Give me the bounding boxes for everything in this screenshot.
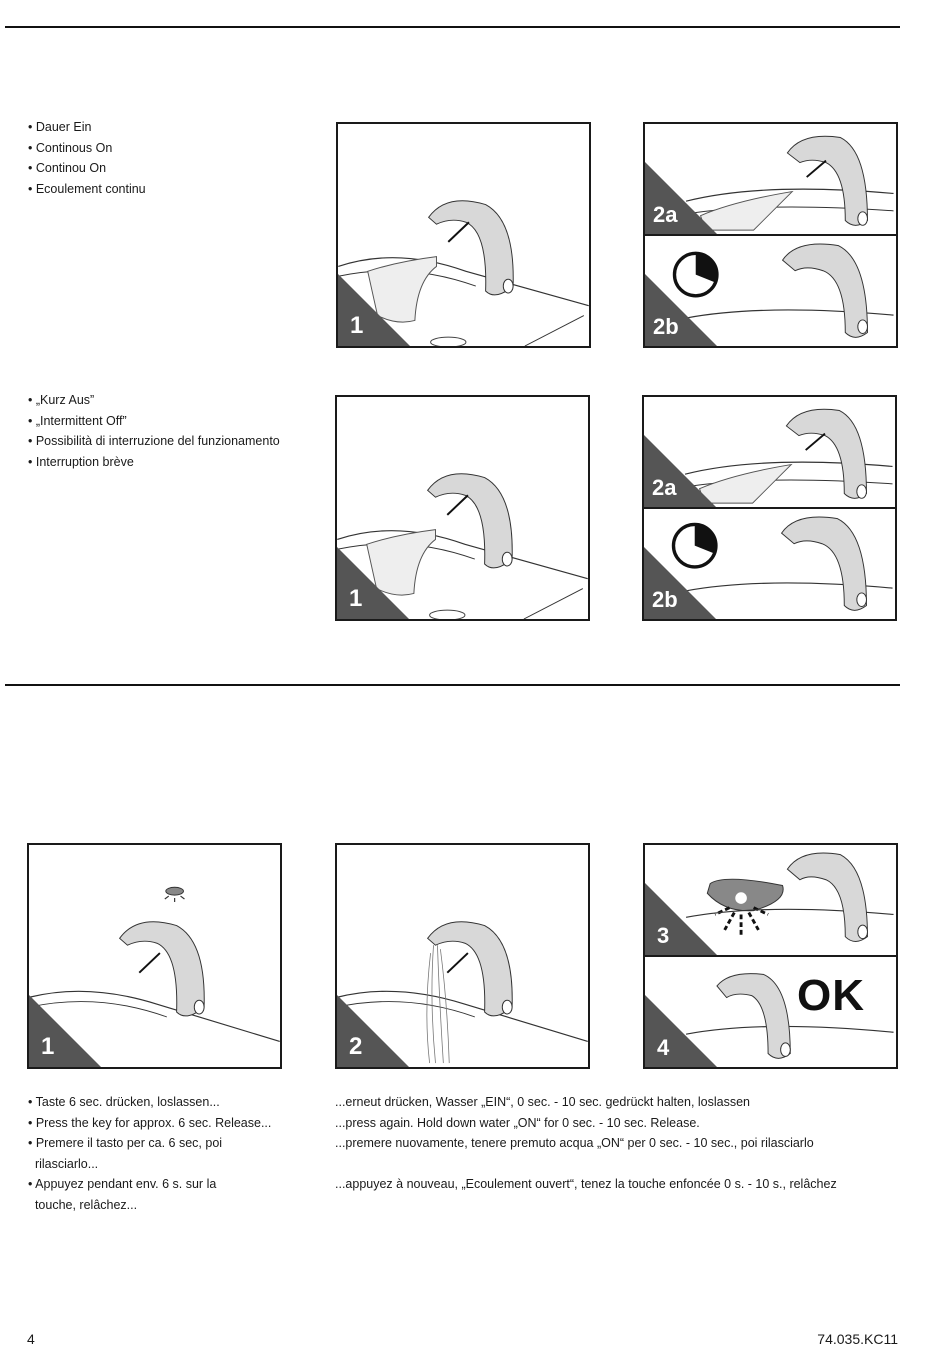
ok-label: OK (797, 971, 865, 1020)
instruction-en: ...press again. Hold down water „ON“ for 0 sec. - 10 sec. Release. (335, 1115, 700, 1130)
step-corner-triangle (338, 274, 410, 346)
illustration-press-key-6-sec (27, 843, 282, 1069)
instruction-fr: • Appuyez pendant env. 6 s. sur la (28, 1177, 217, 1191)
bullet-it: • Continou On (28, 161, 107, 175)
instruction-spacer (335, 1154, 837, 1175)
step-corner-triangle (337, 995, 409, 1067)
step-label: 2 (349, 1033, 363, 1060)
step-label: 4 (657, 1035, 670, 1060)
bullet-fr: • Ecoulement continu (28, 181, 146, 196)
instruction-fr: ...appuyez à nouveau, „Ecoulement ouvert“, tenez la touche enfoncée 0 s. - 10 s., relâchez (335, 1177, 837, 1191)
bullet-de: • „Kurz Aus” (28, 393, 95, 407)
step-label: 2a (653, 202, 678, 227)
bullet-fr: • Interruption brève (28, 454, 134, 469)
continuous-on-labels (28, 117, 146, 199)
instruction-it-cont: rilasciarlo... (28, 1156, 99, 1171)
intermittent-off-labels (28, 390, 280, 472)
step-label: 1 (41, 1033, 55, 1060)
instruction-en: • Press the key for approx. 6 sec. Release... (28, 1115, 272, 1130)
illustration-sensor-flash (643, 843, 898, 957)
instruction-de: • Taste 6 sec. drücken, loslassen... (28, 1095, 220, 1109)
illustration-timer-running (643, 234, 898, 348)
illustration-hand-near-sensor (642, 395, 897, 509)
page-number: 4 (27, 1331, 35, 1347)
step-corner-triangle (337, 547, 409, 619)
top-divider (5, 26, 900, 28)
bullet-it: • Possibilità di interruzione del funzionamento (28, 434, 280, 448)
bullet-en: • Continous On (28, 140, 113, 155)
illustration-press-sensor (335, 395, 590, 621)
document-code: 74.035.KC11 (817, 1331, 898, 1347)
section-divider (5, 684, 900, 686)
press-key-instructions (28, 1092, 271, 1215)
illustration-water-on (335, 843, 590, 1069)
instruction-fr-cont: touche, relâchez... (28, 1197, 138, 1212)
bullet-en: • „Intermittent Off” (28, 413, 127, 428)
illustration-press-sensor (336, 122, 591, 348)
water-on-instructions (335, 1092, 837, 1195)
step-label: 2b (653, 314, 679, 339)
instruction-it: ...premere nuovamente, tenere premuto acqua „ON“ per 0 sec. - 10 sec., poi rilasciarlo (335, 1136, 814, 1150)
step-label: 2a (652, 475, 677, 500)
instruction-de: ...erneut drücken, Wasser „EIN“, 0 sec. - 10 sec. gedrückt halten, loslassen (335, 1095, 750, 1109)
step-label: 2b (652, 587, 678, 612)
illustration-ok-confirmation (643, 955, 898, 1069)
step-label: 1 (349, 585, 363, 612)
step-corner-triangle (645, 883, 717, 955)
step-label: 1 (350, 312, 364, 339)
illustration-timer-running (642, 507, 897, 621)
step-label: 3 (657, 923, 670, 948)
step-corner-triangle (29, 995, 101, 1067)
bullet-de: • Dauer Ein (28, 120, 92, 134)
instruction-it: • Premere il tasto per ca. 6 sec, poi (28, 1136, 223, 1150)
step-corner-triangle (645, 995, 717, 1067)
illustration-hand-near-sensor (643, 122, 898, 236)
